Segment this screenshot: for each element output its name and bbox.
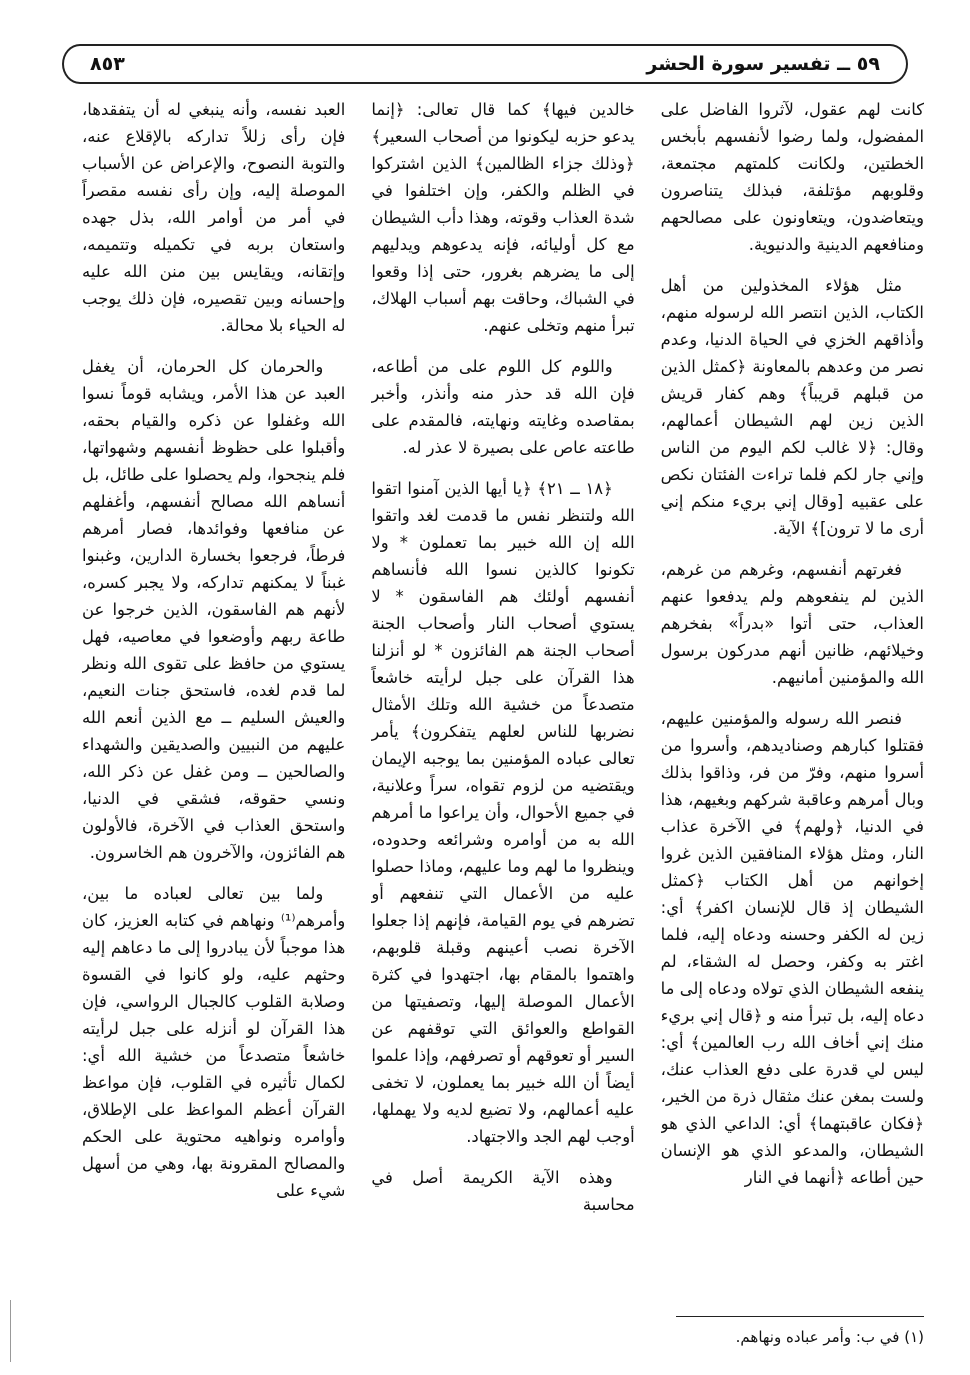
paragraph: العبد نفسه، وأنه ينبغي له أن يتفقدها، فإن رأى زللاً تداركه بالإقلاع عنه، والتوبة النصوح، والإعراض عن الأسباب الموصلة إليه، وإن رأى نفسه مقصراً في أمر من أوامر الله، بذل جهده واستعان بربه في تكميله وتتميمه، وإتقانه، ويقايس بين منن الله عليه وإحسانه وبين تقصيره، فإن ذلك يوجب له الحياء بلا محالة.	[82, 100, 346, 335]
page-number: ٨٥٣	[90, 53, 125, 75]
column-right	[661, 96, 924, 1296]
paragraph: فنصر الله رسوله والمؤمنين عليهم، فقتلوا كبارهم وصناديدهم، وأسروا من أسروا منهم، وفرّ من فر، وذاقوا بذلك وبال أمرهم وعاقبة شركهم وبغيهم، هذا في الدنيا، ﴿ولهم﴾ في الآخرة عذاب النار، ومثل هؤلاء المنافقين الذين غروا إخوانهم من أهل الكتاب ﴿كمثل الشيطان إذ قال للإنسان اكفر﴾ أي: زين له الكفر وحسنه ودعاه إليه، فلما اغتر به وكفر، وحصل له الشقاء، لم ينفعه الشيطان الذي تولاه ودعاه إلى ما دعاه إليه، بل تبرأ منه و ﴿قال إني بريء منك إني أخاف الله رب العالمين﴾ أي: ليس لي قدرة على دفع العذاب عنك، ولست بمغن عنك مثقال ذرة من الخير، ﴿فكان عاقبتهما﴾ أي: الداعي الذي هو الشيطان، والمدعو الذي هو الإنسان حين أطاعه ﴿أنهما في النار	[660, 709, 924, 1187]
column-middle	[371, 96, 634, 1296]
paragraph: ولما بين تعالى لعباده ما بين، وأمرهم⁽¹⁾ ونهاهم في كتابه العزيز، كان هذا موجباً لأن يبادروا إلى ما دعاهم إليه وحثهم عليه، ولو كانوا في القسوة وصلابة القلوب كالجبال الرواسي، فإن هذا القرآن لو أنزله على جبل لرأيته خاشعاً متصدعاً من خشية الله أي: لكمال تأثيره في القلوب، فإن مواعظ القرآن أعظم المواعظ على الإطلاق، وأوامره ونواهيه محتوية على الحكم والمصالح المقرونة بها، وهي من أسهل شيء على	[82, 884, 346, 1200]
page-header	[62, 44, 908, 84]
paragraph: واللوم كل اللوم على من أطاعه، فإن الله قد حذر منه وأنذر، وأخبر بمقاصده وغايته ونهايته، فالمقدم على طاعته عاص على بصيرة لا عذر له.	[371, 357, 635, 457]
running-title: ٥٩ ــ تفسير سورة الحشر	[646, 53, 880, 75]
paragraph: كانت لهم عقول، لآثروا الفاضل على المفضول، ولما رضوا لأنفسهم بأبخس الخطتين، ولكانت كلمتهم مجتمعة، وقلوبهم مؤتلفة، فبذلك يتناصرون ويتعاضدون، ويتعاونون على مصالحهم ومنافعهم الدينية والدنيوية.	[660, 100, 924, 254]
paragraph: وهذه الآية الكريمة أصل في محاسبة	[371, 1168, 635, 1214]
footnote-rule	[676, 1316, 924, 1317]
paragraph: فغرتهم أنفسهم، وغرهم من غرهم، الذين لم ينفعوهم ولم يدفعوا عنهم العذاب، حتى أتوا «بدراً» بفخرهم وخيلائهم، ظانين أنهم مدركون برسول الله والمؤمنين أمانيهم.	[660, 560, 924, 687]
paragraph: مثل هؤلاء المخذولين من أهل الكتاب، الذين انتصر الله لرسوله منهم، وأذاقهم الخزي في الحياة الدنيا، وعدم نصر من وعدهم بالمعاونة ﴿كمثل الذين من قبلهم قريباً﴾ وهم كفار قريش الذين زين لهم الشيطان أعمالهم، وقال: ﴿لا غالب لكم اليوم من الناس وإني جار لكم فلما تراءت الفئتان نكص على عقبيه [وقال إني بريء منكم إني أرى ما لا ترون]﴾ الآية.	[660, 276, 924, 538]
column-left	[82, 96, 345, 1296]
paragraph: خالدين فيها﴾ كما قال تعالى: ﴿إنما يدعو حزبه ليكونوا من أصحاب السعير﴾ ﴿وذلك جزاء الظالمين﴾ الذين اشتركوا في الظلم والكفر، وإن اختلفوا في شدة العذاب وقوته، وهذا دأب الشيطان مع كل أوليائه، فإنه يدعوهم ويدليهم إلى ما يضرهم بغرور، حتى إذا وقعوا في الشباك، وحاقت بهم أسباب الهلاك، تبرأ منهم وتخلى عنهم.	[371, 100, 635, 335]
paragraph: ﴿١٨ ــ ٢١﴾ ﴿يا أيها الذين آمنوا اتقوا الله ولتنظر نفس ما قدمت لغد واتقوا الله إن الله خبير بما تعملون * ولا تكونوا كالذين نسوا الله فأنساهم أنفسهم أولئك هم الفاسقون * لا يستوي أصحاب النار وأصحاب الجنة أصحاب الجنة هم الفائزون * لو أنزلنا هذا القرآن على جبل لرأيته خاشعاً متصدعاً من خشية الله وتلك الأمثال نضربها للناس لعلهم يتفكرون﴾ يأمر تعالى عباده المؤمنين بما يوجبه الإيمان ويقتضيه من لزوم تقواه، سراً وعلانية، في جميع الأحوال، وأن يراعوا ما أمرهم الله به من أوامره وشرائعه وحدوده، وينظروا ما لهم وما عليهم، وماذا حصلوا عليه من الأعمال التي تنفعهم أو تضرهم في يوم القيامة، فإنهم إذا جعلوا الآخرة نصب أعينهم وقبلة قلوبهم، واهتموا بالمقام بها، اجتهدوا في كثرة الأعمال الموصلة إليها، وتصفيتها من القواطع والعوائق التي توقفهم عن السير أو تعوقهم أو تصرفهم، وإذا علموا أيضاً أن الله خبير بما يعملون، لا تخفى عليه أعمالهم، ولا تضيع لديه ولا يهملها، أوجب لهم الجد والاجتهاد.	[371, 479, 635, 1146]
page-edge-line	[10, 1300, 11, 1362]
text-columns	[82, 96, 924, 1296]
paragraph: والحرمان كل الحرمان، أن يغفل العبد عن هذا الأمر، ويشابه قوماً نسوا الله وغفلوا عن ذكره والقيام بحقه، وأقبلوا على حظوظ أنفسهم وشهواتها، فلم ينجحوا، ولم يحصلوا على طائل، بل أنساهم الله مصالح أنفسهم، وأغفلهم عن منافعها وفوائدها، فصار أمرهم فرطاً، فرجعوا بخسارة الدارين، وغبنوا غبناً لا يمكنهم تداركه، ولا يجبر كسره، لأنهم هم الفاسقون، الذين خرجوا عن طاعة ربهم وأوضعوا في معاصيه، فهل يستوي من حافظ على تقوى الله ونظر لما قدم لغده، فاستحق جنات النعيم، والعيش السليم ــ مع الذين أنعم الله عليهم من النبيين والصديقين والشهداء والصالحين ــ ومن غفل عن ذكر الله، ونسي حقوقه، فشقي في الدنيا، واستحق العذاب في الآخرة، فالأولون هم الفائزون، والآخرون هم الخاسرون.	[82, 357, 346, 862]
footnote: (١) في ب: وأمر عباده ونهاهم.	[735, 1328, 924, 1346]
